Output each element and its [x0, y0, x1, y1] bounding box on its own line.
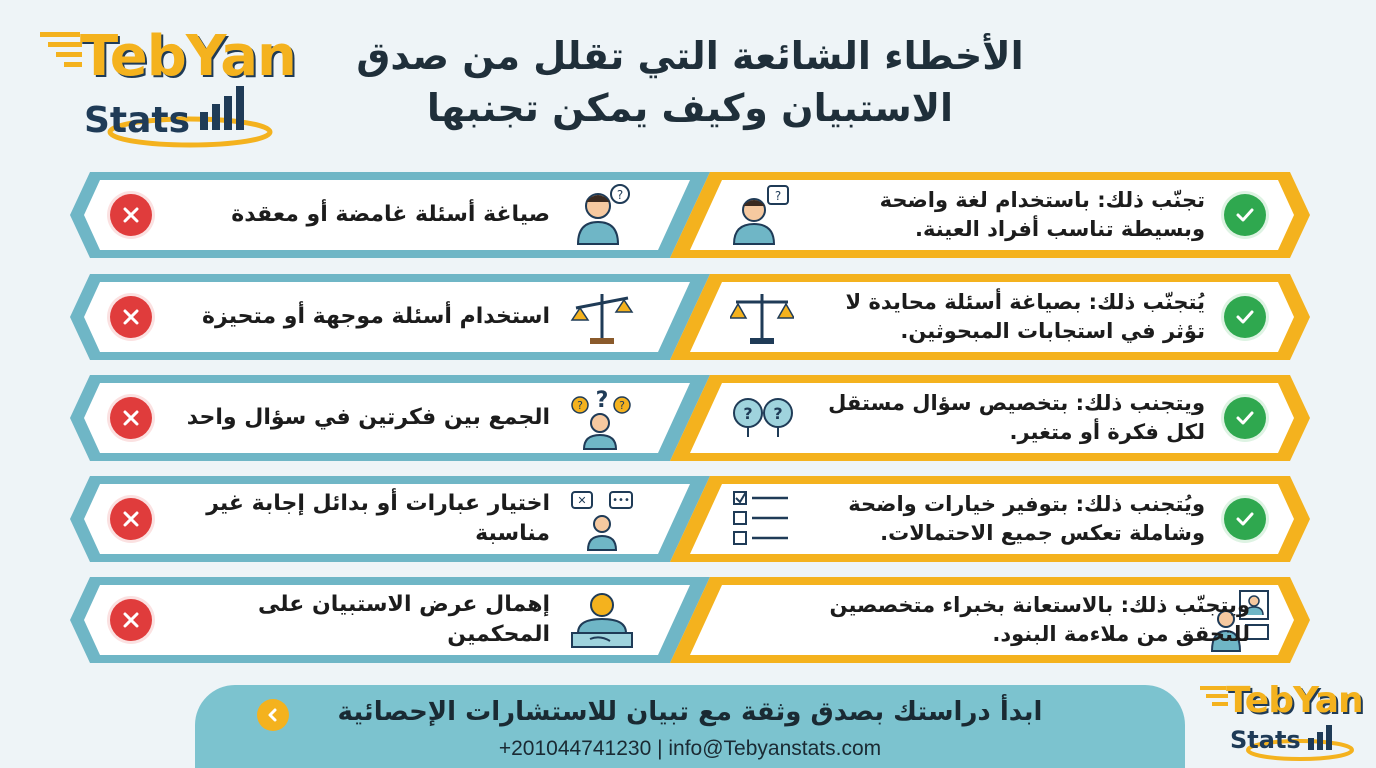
fix-text: ويتجنّب ذلك: بالاستعانة بخبراء متخصصين للتحقق من ملاءمة البنود.: [829, 593, 1250, 646]
mistake-text: صياغة أسئلة غامضة أو معقدة: [231, 202, 550, 227]
svg-text:✕: ✕: [577, 494, 587, 507]
person-options-icon: [570, 488, 634, 556]
mistake-fix-row: [70, 577, 1310, 663]
brand-logo: [40, 20, 296, 155]
svg-text:?: ?: [577, 399, 583, 412]
svg-text:?: ?: [619, 399, 625, 412]
footer-contact[interactable]: +201044741230 | info@Tebyanstats.com: [498, 737, 882, 760]
check-icon: [1224, 296, 1266, 338]
mistake-text: إهمال عرض الاستبيان على المحكمين: [258, 592, 550, 647]
fix-text: ويتجنب ذلك: بتخصيص سؤال مستقل لكل فكرة أو متغير.: [828, 391, 1205, 444]
error-x-icon: [110, 296, 152, 338]
mistake-fix-row: [70, 476, 1310, 562]
logo-small-brand-top: TebYan: [1226, 680, 1363, 721]
logo-small-brand-bottom: Stats: [1230, 726, 1301, 754]
fix-card: [670, 476, 1310, 562]
mistake-card: [70, 577, 710, 663]
mistake-fix-row: [70, 375, 1310, 461]
mistake-card: [70, 274, 710, 360]
fix-card: [670, 274, 1310, 360]
person-two-questions-icon: [570, 387, 634, 455]
svg-text:?: ?: [743, 404, 753, 423]
fix-text: تجنّب ذلك: باستخدام لغة واضحة وبسيطة تناسب أفراد العينة.: [879, 188, 1205, 241]
svg-text:?: ?: [616, 188, 624, 202]
brand-logo-small: [1200, 680, 1363, 765]
mistake-fix-row: [70, 172, 1310, 258]
person-question-icon: [730, 184, 794, 252]
mistake-text: الجمع بين فكرتين في سؤال واحد: [186, 405, 550, 430]
check-icon: [1224, 397, 1266, 439]
checklist-icon: [730, 488, 794, 556]
footer-cta: ابدأ دراستك بصدق وثقة مع تبيان للاستشارات الإحصائية: [337, 697, 1043, 727]
balanced-scale-icon: [730, 286, 794, 354]
error-x-icon: [110, 397, 152, 439]
check-icon: [1224, 194, 1266, 236]
fix-card: [670, 375, 1310, 461]
svg-text:?: ?: [774, 189, 782, 203]
fix-text: يُتجنّب ذلك: بصياغة أسئلة محايدة لا تؤثر في استجابات المبحوثين.: [845, 290, 1205, 343]
svg-text:?: ?: [773, 404, 783, 423]
mistake-card: [70, 375, 710, 461]
two-question-bulbs-icon: [730, 387, 794, 455]
person-writing-icon: [570, 589, 634, 657]
mistake-fix-row: [70, 274, 1310, 360]
svg-text:?: ?: [595, 388, 609, 413]
error-x-icon: [110, 498, 152, 540]
error-x-icon: [110, 194, 152, 236]
fix-card: [670, 172, 1310, 258]
footer-banner: [195, 685, 1185, 768]
unbalanced-scale-icon: [570, 286, 634, 354]
mistake-text: استخدام أسئلة موجهة أو متحيزة: [202, 304, 550, 329]
svg-text:•••: •••: [612, 495, 630, 506]
check-icon: [1224, 498, 1266, 540]
error-x-icon: [110, 599, 152, 641]
mistake-card: [70, 172, 710, 258]
confused-person-icon: [570, 184, 634, 252]
logo-brand-top: TebYan: [80, 24, 296, 89]
page-title: الأخطاء الشائعة التي تقلل من صدق الاستبيان وكيف يمكن تجنبها: [356, 34, 1024, 130]
fix-text: ويُتجنب ذلك: بتوفير خيارات واضحة وشاملة تعكس جميع الاحتمالات.: [848, 492, 1205, 545]
mistake-text: اختيار عبارات أو بدائل إجابة غير مناسبة: [206, 491, 550, 546]
mistake-card: [70, 476, 710, 562]
logo-brand-bottom: Stats: [84, 100, 191, 141]
fix-card: [670, 577, 1310, 663]
